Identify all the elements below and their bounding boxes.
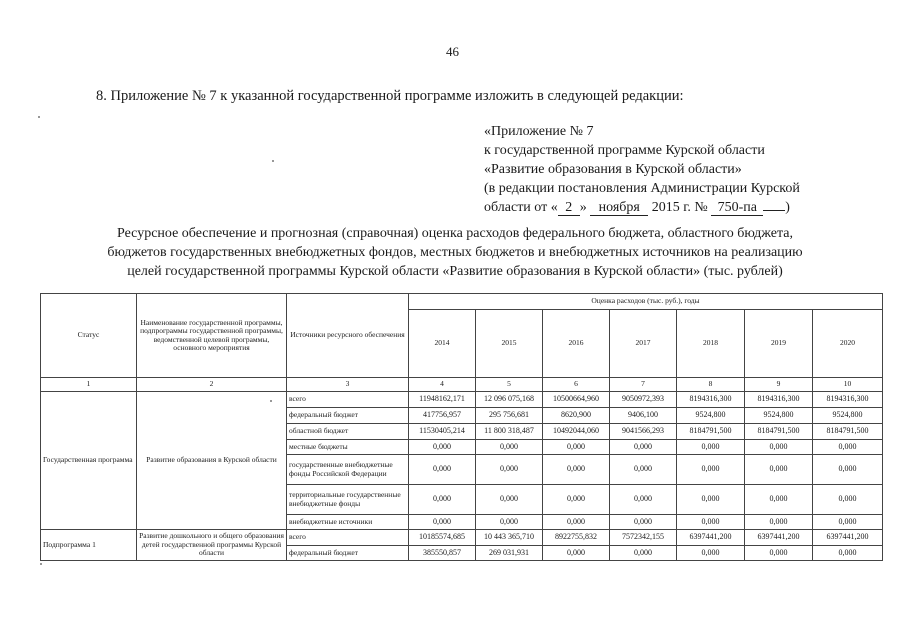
value-cell: 9050972,393	[610, 392, 677, 408]
value-cell: 269 031,931	[476, 546, 543, 561]
header-year: 2019	[745, 310, 813, 378]
appendix-block	[484, 122, 800, 217]
gp-name-cell: Развитие образования в Курской области	[137, 392, 287, 530]
gp-status-cell: Государственная программа	[41, 392, 137, 530]
value-cell: 0,000	[610, 455, 677, 485]
heading-line-3: целей государственной программы Курской области «Развитие образования в Курской области» (тыс. рублей)	[127, 264, 783, 279]
appendix-line-4: (в редакции постановления Администрации Курской	[484, 181, 800, 196]
value-cell: 385550,857	[409, 546, 476, 561]
column-number-row	[41, 378, 883, 392]
value-cell: 0,000	[476, 485, 543, 515]
source-cell: внебюджетные источники	[287, 515, 409, 530]
header-estimate: Оценка расходов (тыс. руб.), годы	[409, 294, 883, 310]
appendix-line-2: к государственной программе Курской области	[484, 143, 765, 158]
value-cell: 8194316,300	[745, 392, 813, 408]
col-number: 8	[677, 378, 745, 392]
appendix-month: ноября	[590, 201, 648, 216]
appendix-mid2: 2015 г. №	[651, 200, 708, 215]
value-cell: 0,000	[409, 455, 476, 485]
col-number: 9	[745, 378, 813, 392]
value-cell: 0,000	[813, 546, 883, 561]
table-heading	[40, 224, 870, 281]
value-cell: 8184791,500	[813, 424, 883, 440]
value-cell: 6397441,200	[677, 530, 745, 546]
value-cell: 0,000	[476, 455, 543, 485]
value-cell: 0,000	[677, 485, 745, 515]
appendix-number-tail	[763, 210, 785, 211]
heading-line-2: бюджетов государственных внебюджетных фондов, местных бюджетов и внебюджетных источников на реализацию	[107, 245, 803, 260]
value-cell: 10 443 365,710	[476, 530, 543, 546]
value-cell: 0,000	[543, 546, 610, 561]
appendix-suffix: )	[785, 200, 790, 215]
value-cell: 0,000	[610, 485, 677, 515]
table-row	[41, 392, 883, 408]
appendix-number: 750-па	[711, 201, 763, 216]
value-cell: 0,000	[409, 515, 476, 530]
scan-speck	[270, 400, 272, 402]
col-number: 5	[476, 378, 543, 392]
value-cell: 6397441,200	[813, 530, 883, 546]
scan-speck	[40, 563, 42, 565]
header-year: 2018	[677, 310, 745, 378]
source-cell: местные бюджеты	[287, 440, 409, 455]
value-cell: 9524,800	[813, 408, 883, 424]
value-cell: 295 756,681	[476, 408, 543, 424]
value-cell: 9406,100	[610, 408, 677, 424]
value-cell: 0,000	[745, 485, 813, 515]
col-number: 4	[409, 378, 476, 392]
table-row	[41, 530, 883, 546]
value-cell: 417756,957	[409, 408, 476, 424]
value-cell: 0,000	[677, 515, 745, 530]
col-number: 10	[813, 378, 883, 392]
source-cell: федеральный бюджет	[287, 546, 409, 561]
value-cell: 0,000	[543, 485, 610, 515]
value-cell: 7572342,155	[610, 530, 677, 546]
source-cell: областной бюджет	[287, 424, 409, 440]
value-cell: 0,000	[745, 455, 813, 485]
value-cell: 10492044,060	[543, 424, 610, 440]
value-cell: 0,000	[813, 515, 883, 530]
appendix-line-3: «Развитие образования в Курской области»	[484, 162, 742, 177]
value-cell: 8184791,500	[677, 424, 745, 440]
value-cell: 0,000	[745, 440, 813, 455]
value-cell: 11 800 318,487	[476, 424, 543, 440]
appendix-prefix: области от «	[484, 200, 558, 215]
col-number: 2	[137, 378, 287, 392]
source-cell: всего	[287, 392, 409, 408]
value-cell: 0,000	[677, 546, 745, 561]
value-cell: 0,000	[409, 440, 476, 455]
sp-name-cell: Развитие дошкольного и общего образования детей государственной программы Курской области	[137, 530, 287, 561]
header-year: 2020	[813, 310, 883, 378]
value-cell: 11948162,171	[409, 392, 476, 408]
source-cell: всего	[287, 530, 409, 546]
source-cell: федеральный бюджет	[287, 408, 409, 424]
value-cell: 0,000	[745, 546, 813, 561]
col-number: 7	[610, 378, 677, 392]
value-cell: 0,000	[610, 546, 677, 561]
header-sources: Источники ресурсного обеспечения	[287, 294, 409, 378]
page-number: 46	[446, 44, 459, 59]
value-cell: 0,000	[677, 440, 745, 455]
header-year: 2017	[610, 310, 677, 378]
value-cell: 11530405,214	[409, 424, 476, 440]
appendix-line-1: «Приложение № 7	[484, 124, 594, 139]
value-cell: 9524,800	[677, 408, 745, 424]
col-number: 3	[287, 378, 409, 392]
value-cell: 8194316,300	[813, 392, 883, 408]
value-cell: 0,000	[476, 440, 543, 455]
value-cell: 12 096 075,168	[476, 392, 543, 408]
value-cell: 8194316,300	[677, 392, 745, 408]
value-cell: 8184791,500	[745, 424, 813, 440]
value-cell: 8922755,832	[543, 530, 610, 546]
header-year: 2014	[409, 310, 476, 378]
col-number: 6	[543, 378, 610, 392]
intro-paragraph: 8. Приложение № 7 к указанной государственной программе изложить в следующей редакции:	[96, 88, 684, 104]
value-cell: 0,000	[543, 515, 610, 530]
value-cell: 8620,900	[543, 408, 610, 424]
value-cell: 6397441,200	[745, 530, 813, 546]
value-cell: 10500664,960	[543, 392, 610, 408]
source-cell: территориальные государственные внебюджетные фонды	[287, 485, 409, 515]
appendix-day: 2	[558, 201, 580, 216]
value-cell: 0,000	[409, 485, 476, 515]
value-cell: 0,000	[476, 515, 543, 530]
sp-status-cell: Подпрограмма 1	[41, 530, 137, 561]
value-cell: 9041566,293	[610, 424, 677, 440]
header-year: 2016	[543, 310, 610, 378]
scan-speck	[38, 116, 40, 118]
value-cell: 0,000	[543, 440, 610, 455]
value-cell: 9524,800	[745, 408, 813, 424]
value-cell: 0,000	[813, 485, 883, 515]
header-year: 2015	[476, 310, 543, 378]
value-cell: 0,000	[610, 515, 677, 530]
header-status: Статус	[41, 294, 137, 378]
appendix-line-5	[484, 198, 800, 217]
value-cell: 0,000	[677, 455, 745, 485]
appendix-mid1: »	[579, 200, 587, 215]
value-cell: 10185574,685	[409, 530, 476, 546]
resource-table	[40, 293, 883, 561]
value-cell: 0,000	[745, 515, 813, 530]
source-cell: государственные внебюджетные фонды Российской Федерации	[287, 455, 409, 485]
value-cell: 0,000	[543, 455, 610, 485]
header-name: Наименование государственной программы, подпрограммы государственной программы, ведомственной целевой программы, основного мероприятия	[137, 294, 287, 378]
header-row-1	[41, 294, 883, 310]
scan-speck	[272, 160, 274, 162]
col-number: 1	[41, 378, 137, 392]
value-cell: 0,000	[813, 440, 883, 455]
value-cell: 0,000	[813, 455, 883, 485]
heading-line-1: Ресурсное обеспечение и прогнозная (справочная) оценка расходов федерального бюджета, областного бюджета,	[117, 226, 793, 241]
value-cell: 0,000	[610, 440, 677, 455]
